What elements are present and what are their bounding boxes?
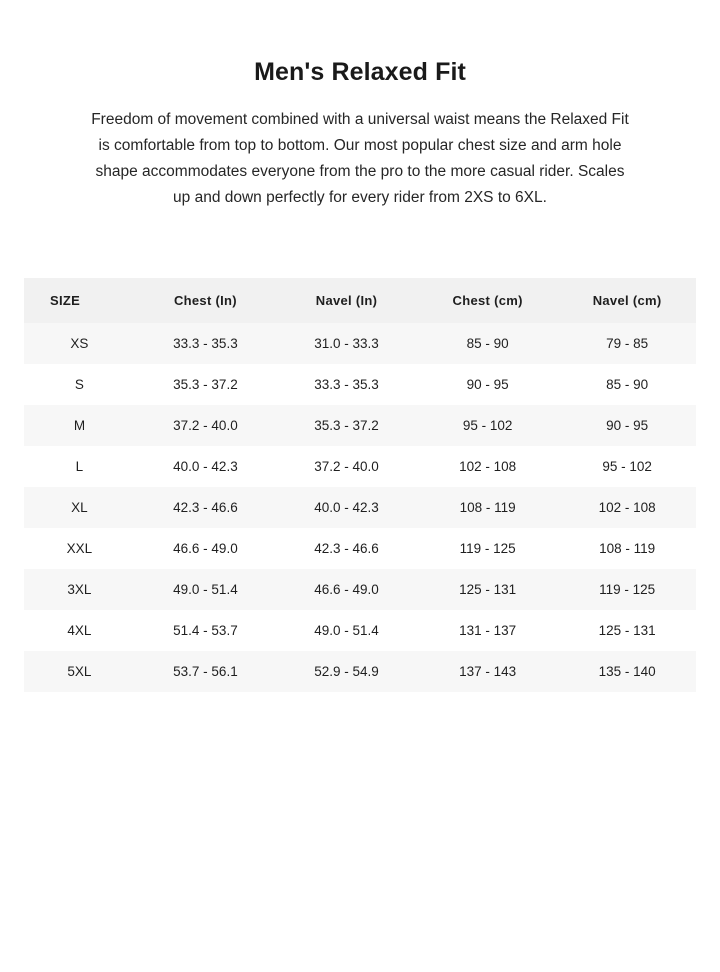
cell-navel-in: 42.3 - 46.6 [276, 528, 417, 569]
table-row [24, 610, 696, 651]
cell-size: M [24, 405, 135, 446]
table-clipped-row [48, 938, 720, 972]
cell-chest-in: 40.0 - 42.3 [135, 446, 276, 487]
column-header-navel-in: Navel (In) [276, 278, 417, 323]
cell-chest-in: 42.3 - 46.6 [135, 487, 276, 528]
cell-navel-in: 52.9 - 54.9 [276, 651, 417, 692]
cell-navel-in: 40.0 - 42.3 [276, 487, 417, 528]
cell-size: XL [24, 487, 135, 528]
cell-navel-in: 49.0 - 51.4 [276, 610, 417, 651]
cell-chest-cm: 125 - 131 [417, 569, 558, 610]
cell-size: L [24, 446, 135, 487]
cell-size: XXL [24, 528, 135, 569]
cell-chest-cm: 90 - 95 [417, 364, 558, 405]
cell-size: S [24, 364, 135, 405]
cell-navel-in: 31.0 - 33.3 [276, 323, 417, 364]
cell-navel-cm: 119 - 125 [558, 569, 696, 610]
table-row [24, 487, 696, 528]
table-row [24, 651, 696, 692]
cell-chest-in: 46.6 - 49.0 [135, 528, 276, 569]
cell-chest-cm: 95 - 102 [417, 405, 558, 446]
cell-chest-cm: 137 - 143 [417, 651, 558, 692]
cell-navel-in: 33.3 - 35.3 [276, 364, 417, 405]
cell-navel-in: 37.2 - 40.0 [276, 446, 417, 487]
column-header-chest-in: Chest (In) [135, 278, 276, 323]
table-row [24, 446, 696, 487]
table-row [24, 569, 696, 610]
table-header-row [24, 278, 696, 323]
cell-size: 3XL [24, 569, 135, 610]
column-header-navel-cm: Navel (cm) [558, 278, 696, 323]
cell-navel-cm: 90 - 95 [558, 405, 696, 446]
cell-navel-cm: 79 - 85 [558, 323, 696, 364]
column-header-chest-cm: Chest (cm) [417, 278, 558, 323]
cell-navel-in: 35.3 - 37.2 [276, 405, 417, 446]
cell-chest-cm: 119 - 125 [417, 528, 558, 569]
cell-chest-in: 51.4 - 53.7 [135, 610, 276, 651]
cell-chest-in: 53.7 - 56.1 [135, 651, 276, 692]
cell-chest-cm: 102 - 108 [417, 446, 558, 487]
fit-description: Freedom of movement combined with a universal waist means the Relaxed Fit is comfortable from top to bottom. Our most popular chest size and arm hole shape accommodates everyone from the pro to the more casual rider. Scales up and down perfectly for every rider from 2XS to 6XL. [91, 111, 629, 206]
cell-navel-cm: 85 - 90 [558, 364, 696, 405]
size-chart-container [24, 278, 696, 692]
page-title: Men's Relaxed Fit [254, 58, 466, 86]
cell-navel-cm: 102 - 108 [558, 487, 696, 528]
cell-navel-cm: 135 - 140 [558, 651, 696, 692]
cell-chest-in: 33.3 - 35.3 [135, 323, 276, 364]
cell-chest-in: 35.3 - 37.2 [135, 364, 276, 405]
cell-chest-cm: 108 - 119 [417, 487, 558, 528]
cell-navel-in: 46.6 - 49.0 [276, 569, 417, 610]
size-chart-body [24, 323, 696, 692]
table-row [24, 405, 696, 446]
cell-navel-cm: 108 - 119 [558, 528, 696, 569]
cell-chest-in: 37.2 - 40.0 [135, 405, 276, 446]
cell-navel-cm: 125 - 131 [558, 610, 696, 651]
cell-size: 5XL [24, 651, 135, 692]
table-row [24, 364, 696, 405]
size-chart-table [24, 278, 696, 692]
cell-chest-cm: 131 - 137 [417, 610, 558, 651]
column-header-size: SIZE [24, 278, 135, 323]
cell-size: 4XL [24, 610, 135, 651]
cell-chest-cm: 85 - 90 [417, 323, 558, 364]
cell-navel-cm: 95 - 102 [558, 446, 696, 487]
table-row [24, 528, 696, 569]
cell-chest-in: 49.0 - 51.4 [135, 569, 276, 610]
cell-size: XS [24, 323, 135, 364]
size-chart-head [24, 278, 696, 323]
table-row [24, 323, 696, 364]
